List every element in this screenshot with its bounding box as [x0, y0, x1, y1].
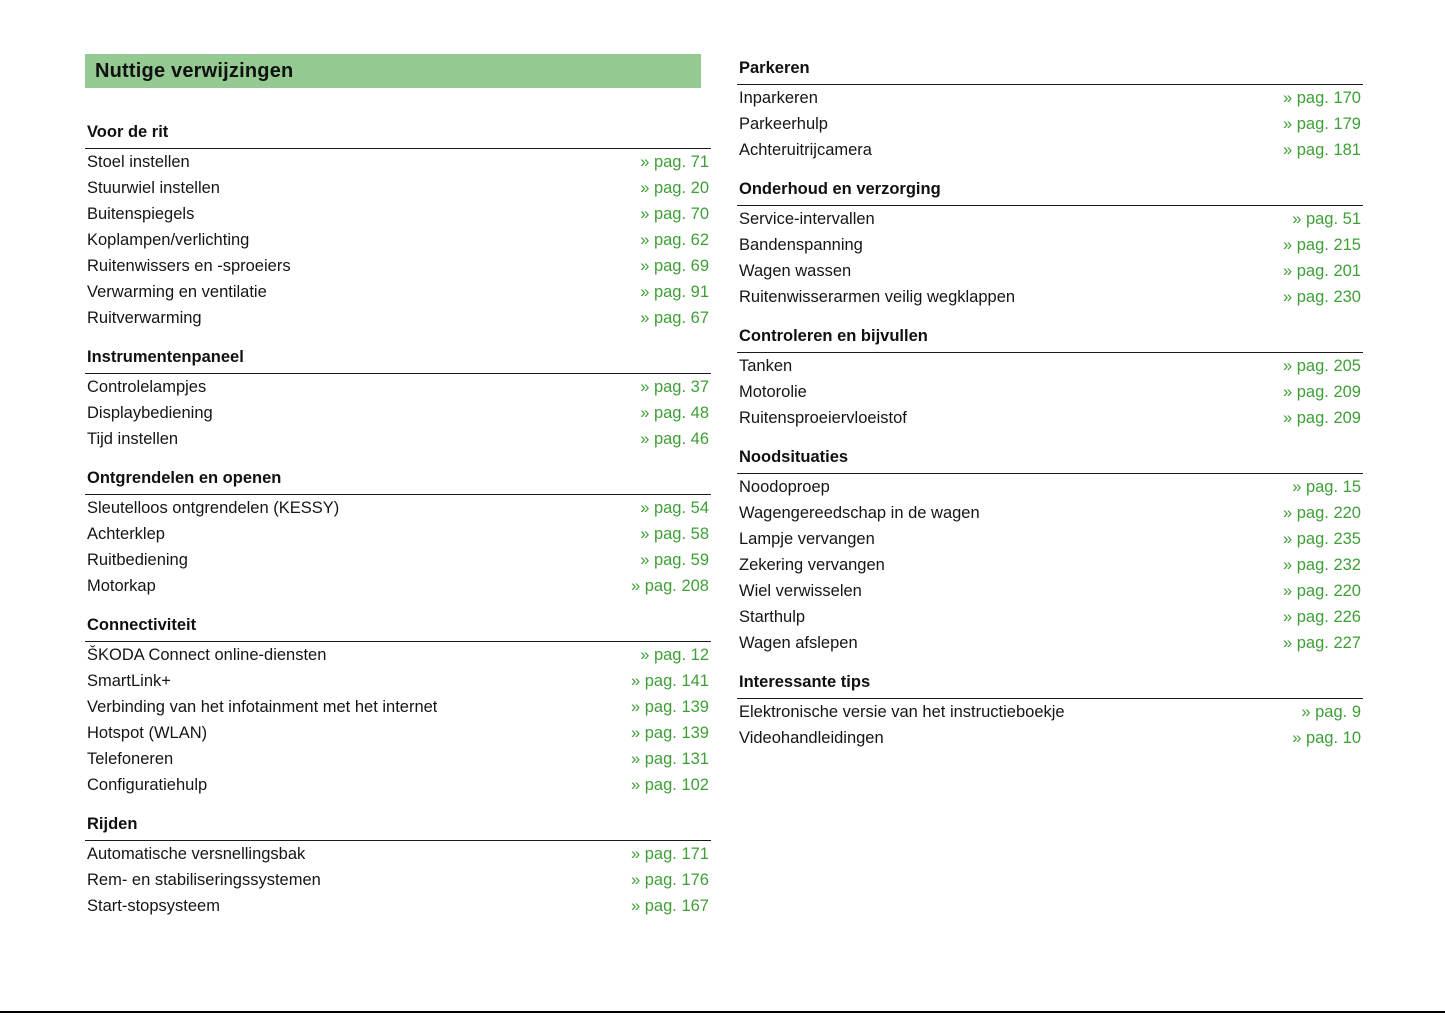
toc-section	[85, 464, 711, 599]
toc-item-label: Ruitverwarming	[87, 309, 202, 327]
toc-item-label: Verbinding van het infotainment met het internet	[87, 698, 438, 716]
toc-item-label: Koplampen/verlichting	[87, 231, 250, 249]
toc-item-page-ref[interactable]: » pag. 209	[1283, 383, 1361, 401]
section-heading: Connectiviteit	[85, 611, 711, 642]
toc-item	[737, 604, 1363, 630]
toc-item-label: SmartLink+	[87, 672, 171, 690]
toc-item-label: Wagen wassen	[739, 262, 852, 280]
toc-item-page-ref[interactable]: » pag. 62	[640, 231, 709, 249]
toc-item	[85, 495, 711, 521]
toc-item-page-ref[interactable]: » pag. 235	[1283, 530, 1361, 548]
toc-item-page-ref[interactable]: » pag. 20	[640, 179, 709, 197]
toc-item-label: Achterklep	[87, 525, 165, 543]
toc-item-label: Zekering vervangen	[739, 556, 885, 574]
section-heading: Instrumentenpaneel	[85, 343, 711, 374]
right-column	[737, 54, 1363, 751]
toc-item-label: Noodoproep	[739, 478, 830, 496]
toc-item-label: Wagengereedschap in de wagen	[739, 504, 980, 522]
page-title-bar	[85, 54, 701, 88]
toc-item	[737, 526, 1363, 552]
toc-item	[737, 405, 1363, 431]
columns-container	[85, 54, 1362, 919]
toc-item-page-ref[interactable]: » pag. 69	[640, 257, 709, 275]
toc-item-label: Wagen afslepen	[739, 634, 858, 652]
toc-item	[85, 772, 711, 798]
toc-item	[85, 841, 711, 867]
toc-item-page-ref[interactable]: » pag. 67	[640, 309, 709, 327]
toc-item-label: Tijd instellen	[87, 430, 179, 448]
toc-item-page-ref[interactable]: » pag. 37	[640, 378, 709, 396]
toc-item	[737, 725, 1363, 751]
toc-item-page-ref[interactable]: » pag. 208	[631, 577, 709, 595]
toc-item-page-ref[interactable]: » pag. 139	[631, 698, 709, 716]
toc-item	[737, 500, 1363, 526]
toc-item	[85, 305, 711, 331]
left-column	[85, 54, 711, 919]
toc-item-label: Sleutelloos ontgrendelen (KESSY)	[87, 499, 340, 517]
toc-item-page-ref[interactable]: » pag. 230	[1283, 288, 1361, 306]
toc-item	[85, 746, 711, 772]
toc-item-page-ref[interactable]: » pag. 179	[1283, 115, 1361, 133]
toc-item	[85, 694, 711, 720]
toc-item	[737, 379, 1363, 405]
page-footer-rule	[0, 1011, 1445, 1013]
toc-item	[737, 284, 1363, 310]
toc-section	[85, 810, 711, 919]
toc-item-page-ref[interactable]: » pag. 91	[640, 283, 709, 301]
toc-item-page-ref[interactable]: » pag. 48	[640, 404, 709, 422]
toc-item-page-ref[interactable]: » pag. 54	[640, 499, 709, 517]
toc-item-page-ref[interactable]: » pag. 59	[640, 551, 709, 569]
toc-item	[85, 227, 711, 253]
toc-item-label: Start-stopsysteem	[87, 897, 220, 915]
toc-section	[737, 668, 1363, 751]
toc-item-label: Automatische versnellingsbak	[87, 845, 306, 863]
toc-item-label: Buitenspiegels	[87, 205, 195, 223]
toc-item	[737, 206, 1363, 232]
toc-item-page-ref[interactable]: » pag. 167	[631, 897, 709, 915]
section-heading: Controleren en bijvullen	[737, 322, 1363, 353]
toc-item-page-ref[interactable]: » pag. 205	[1283, 357, 1361, 375]
toc-item	[737, 630, 1363, 656]
page-title: Nuttige verwijzingen	[95, 60, 294, 82]
toc-item-label: Ruitbediening	[87, 551, 188, 569]
toc-item-label: Ruitensproeiervloeistof	[739, 409, 907, 427]
toc-section	[85, 343, 711, 452]
toc-item-page-ref[interactable]: » pag. 209	[1283, 409, 1361, 427]
toc-item	[85, 426, 711, 452]
toc-item-label: Verwarming en ventilatie	[87, 283, 267, 301]
toc-item-label: Ruitenwisserarmen veilig wegklappen	[739, 288, 1016, 306]
toc-item	[85, 253, 711, 279]
toc-item	[85, 893, 711, 919]
toc-item-label: Rem- en stabiliseringssystemen	[87, 871, 321, 889]
toc-item-label: Configuratiehulp	[87, 776, 208, 794]
toc-section	[737, 443, 1363, 656]
toc-item-label: ŠKODA Connect online-diensten	[87, 646, 327, 664]
toc-item	[737, 578, 1363, 604]
toc-item	[85, 374, 711, 400]
section-heading: Ontgrendelen en openen	[85, 464, 711, 495]
toc-item	[85, 573, 711, 599]
toc-item-label: Parkeerhulp	[739, 115, 828, 133]
toc-item-page-ref[interactable]: » pag. 131	[631, 750, 709, 768]
toc-item-page-ref[interactable]: » pag. 58	[640, 525, 709, 543]
toc-item-page-ref[interactable]: » pag. 141	[631, 672, 709, 690]
toc-item-label: Lampje vervangen	[739, 530, 875, 548]
toc-item-page-ref[interactable]: » pag. 71	[640, 153, 709, 171]
toc-section	[737, 322, 1363, 431]
toc-item-label: Inparkeren	[739, 89, 818, 107]
toc-item-page-ref[interactable]: » pag. 201	[1283, 262, 1361, 280]
toc-item	[85, 720, 711, 746]
section-heading: Voor de rit	[85, 118, 711, 149]
toc-item-page-ref[interactable]: » pag. 220	[1283, 504, 1361, 522]
toc-item	[737, 353, 1363, 379]
toc-item-label: Bandenspanning	[739, 236, 863, 254]
toc-item	[737, 111, 1363, 137]
toc-item	[737, 474, 1363, 500]
toc-item-page-ref[interactable]: » pag. 15	[1292, 478, 1361, 496]
toc-item-label: Motorolie	[739, 383, 807, 401]
toc-item-label: Tanken	[739, 357, 793, 375]
toc-item-page-ref[interactable]: » pag. 10	[1292, 729, 1361, 747]
toc-item-page-ref[interactable]: » pag. 181	[1283, 141, 1361, 159]
toc-item-page-ref[interactable]: » pag. 171	[631, 845, 709, 863]
toc-item-page-ref[interactable]: » pag. 12	[640, 646, 709, 664]
toc-item	[85, 400, 711, 426]
toc-section	[85, 611, 711, 798]
section-heading: Parkeren	[737, 54, 1363, 85]
toc-item-page-ref[interactable]: » pag. 70	[640, 205, 709, 223]
toc-item	[737, 137, 1363, 163]
toc-item	[85, 521, 711, 547]
toc-item-label: Service-intervallen	[739, 210, 875, 228]
toc-item	[85, 867, 711, 893]
toc-item-label: Stuurwiel instellen	[87, 179, 220, 197]
toc-item-label: Telefoneren	[87, 750, 174, 768]
toc-item-page-ref[interactable]: » pag. 232	[1283, 556, 1361, 574]
toc-item-page-ref[interactable]: » pag. 215	[1283, 236, 1361, 254]
toc-item-label: Hotspot (WLAN)	[87, 724, 208, 742]
section-heading: Interessante tips	[737, 668, 1363, 699]
toc-item	[737, 232, 1363, 258]
section-heading: Rijden	[85, 810, 711, 841]
toc-item	[85, 668, 711, 694]
toc-item	[85, 175, 711, 201]
toc-item	[737, 85, 1363, 111]
toc-item	[85, 201, 711, 227]
toc-item-page-ref[interactable]: » pag. 51	[1292, 210, 1361, 228]
toc-item-label: Elektronische versie van het instructieboekje	[739, 703, 1065, 721]
toc-section	[737, 54, 1363, 163]
toc-item-page-ref[interactable]: » pag. 9	[1301, 703, 1361, 721]
toc-item-label: Achteruitrijcamera	[739, 141, 872, 159]
toc-item-page-ref[interactable]: » pag. 227	[1283, 634, 1361, 652]
toc-item-label: Displaybediening	[87, 404, 213, 422]
toc-item-label: Videohandleidingen	[739, 729, 884, 747]
toc-item-label: Stoel instellen	[87, 153, 190, 171]
toc-item	[737, 699, 1363, 725]
section-heading: Onderhoud en verzorging	[737, 175, 1363, 206]
toc-item-page-ref[interactable]: » pag. 220	[1283, 582, 1361, 600]
toc-item	[85, 279, 711, 305]
toc-item	[737, 258, 1363, 284]
toc-item-label: Motorkap	[87, 577, 156, 595]
toc-item-label: Controlelampjes	[87, 378, 207, 396]
toc-item	[737, 552, 1363, 578]
section-heading: Noodsituaties	[737, 443, 1363, 474]
toc-item-page-ref[interactable]: » pag. 46	[640, 430, 709, 448]
toc-item-page-ref[interactable]: » pag. 139	[631, 724, 709, 742]
toc-item	[85, 149, 711, 175]
toc-section	[737, 175, 1363, 310]
toc-item-label: Wiel verwisselen	[739, 582, 862, 600]
toc-item-page-ref[interactable]: » pag. 102	[631, 776, 709, 794]
toc-item-label: Starthulp	[739, 608, 806, 626]
toc-item-label: Ruitenwissers en -sproeiers	[87, 257, 291, 275]
toc-item	[85, 547, 711, 573]
toc-section	[85, 118, 711, 331]
toc-item-page-ref[interactable]: » pag. 176	[631, 871, 709, 889]
toc-item-page-ref[interactable]: » pag. 226	[1283, 608, 1361, 626]
toc-item-page-ref[interactable]: » pag. 170	[1283, 89, 1361, 107]
toc-item	[85, 642, 711, 668]
